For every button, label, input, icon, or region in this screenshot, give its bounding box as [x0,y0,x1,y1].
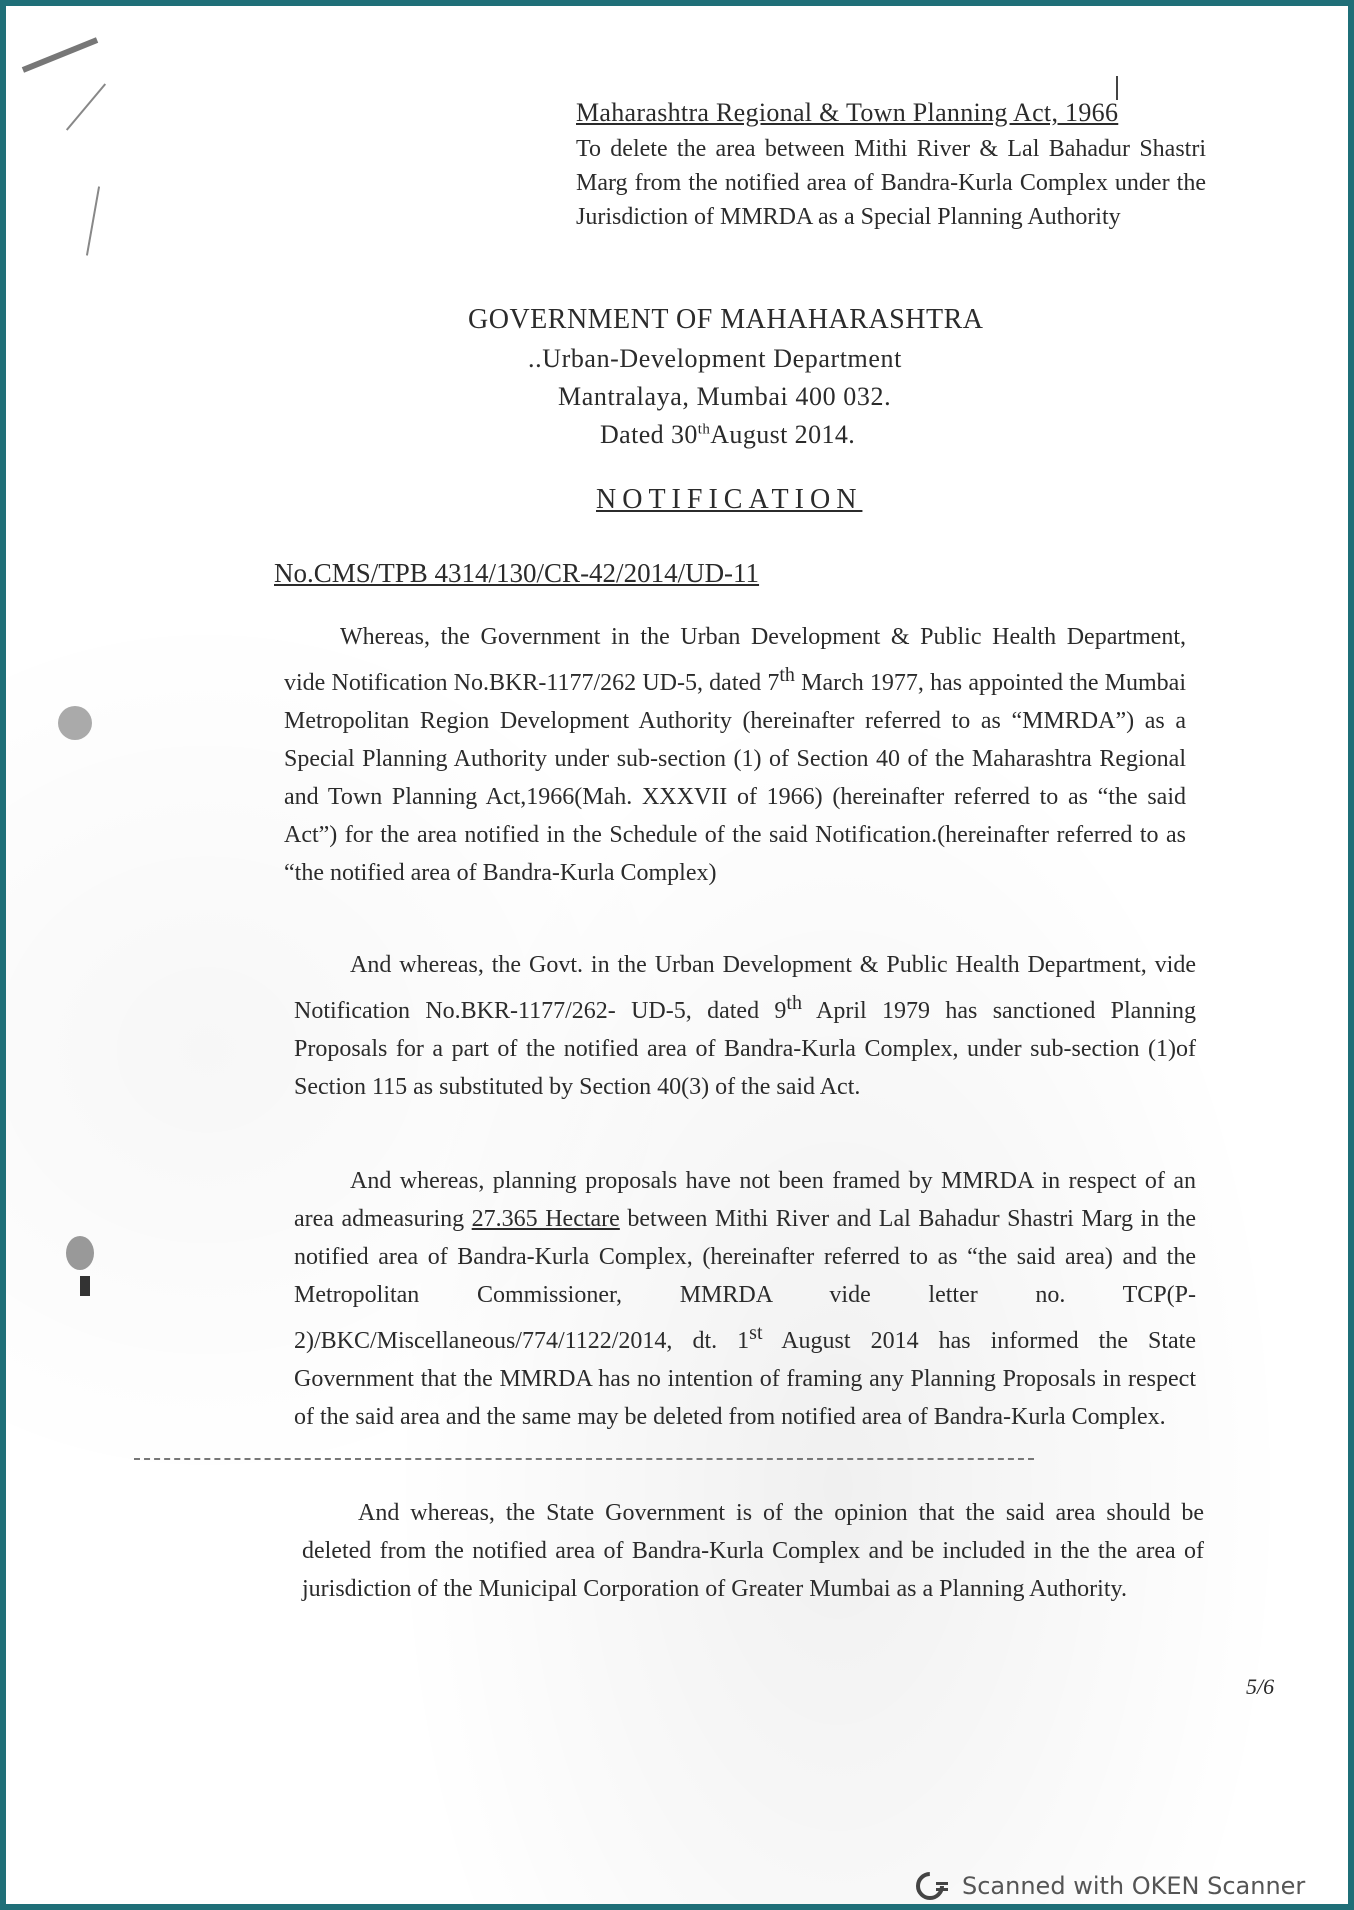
p1-text-b: March 1977, has appointed the Mumbai Metropolitan Region Development Authority (hereinafter referred to as “MMRDA”) as a Special Planning Authority under sub-section (1) of Section 40 of the Maharashtra Regional and Town Planning Act,1966(Mah. XXXVII of 1966) (hereinafter referred to as “the said Act”) for the area notified in the Schedule of the said Notification.(hereinafter referred to as “the notified area of Bandra-Kurla Complex) [284,670,1186,886]
dashed-divider [134,1458,1034,1460]
government-name: GOVERNMENT OF MAHAHARASHTRA [468,304,984,335]
reference-number: No.CMS/TPB 4314/130/CR-42/2014/UD-11 [274,558,760,588]
p3-sup: st [749,1322,763,1344]
p3-text-a: And whereas, planning proposals have not been framed by MMRDA in respect of an area admeasuring [294,1168,1196,1232]
punch-hole [58,706,92,740]
p2-sup: th [786,992,802,1014]
pen-stroke [1116,76,1118,100]
pen-stroke [66,83,106,130]
p1-text-a: Whereas, the Government in the Urban Development & Public Health Department, vide Notification No.BKR-1177/262 UD-5, dated 7 [284,624,1186,696]
date-sup: th [697,421,711,438]
notification-heading: NOTIFICATION [596,484,863,515]
p2-text-a: And whereas, the Govt. in the Urban Development & Public Health Department, vide Notification No.BKR-1177/262- UD-5, dated 9 [294,952,1196,1024]
document-page [6,6,1348,1904]
scanner-logo-icon [914,1868,950,1904]
paragraph-3 [294,1162,1196,1436]
corner-mark [22,37,98,73]
department-name: ..Urban-Development Department [528,344,902,373]
p3-text-b: between Mithi River and Lal Bahadur Shastri Marg in the notified area of Bandra-Kurla Complex, (hereinafter referred to as “the said area) and the Metropolitan Commissioner, MMRDA vide letter no. TCP(P-2)/BKC/Miscellaneous/774/1122/2014, dt. 1 [294,1206,1197,1354]
punch-hole [66,1236,94,1270]
address: Mantralaya, Mumbai 400 032. [558,382,892,411]
p1-sup: th [779,664,795,686]
scanner-footer [914,1868,1305,1904]
paragraph-2 [294,946,1196,1106]
punch-mark [80,1276,90,1296]
notification-subject: To delete the area between Mithi River & Lal Bahadur Shastri Marg from the notified area of Bandra-Kurla Complex under the Jurisdiction of MMRDA as a Special Planning Authority [576,136,1206,230]
page-number-mark: 5/6 [1246,1674,1275,1699]
pen-stroke [86,186,100,255]
act-title: Maharashtra Regional & Town Planning Act, 1966 [576,98,1119,127]
p2-text-b: April 1979 has sanctioned Planning Proposals for a part of the notified area of Bandra-Kurla Complex, under sub-section (1)of Section 115 as substituted by Section 40(3) of the said Act. [294,998,1196,1100]
date-prefix: Dated 30 [600,420,698,449]
date-suffix: August 2014. [710,420,856,449]
area-measure: 27.365 Hectare [471,1206,620,1232]
p3-text-c: August 2014 has informed the State Government that the MMRDA has no intention of framing any Planning Proposals in respect of the said area and the same may be deleted from notified area of Bandra-Kurla Complex. [294,1328,1196,1430]
paragraph-4: And whereas, the State Government is of the opinion that the said area should be deleted from the notified area of Bandra-Kurla Complex and be included in the the area of jurisdiction of the Municipal Corporation of Greater Mumbai as a Planning Authority. [302,1500,1204,1602]
scanner-text: Scanned with OKEN Scanner [962,1872,1306,1900]
paragraph-1 [284,618,1186,892]
date-line [600,420,855,450]
